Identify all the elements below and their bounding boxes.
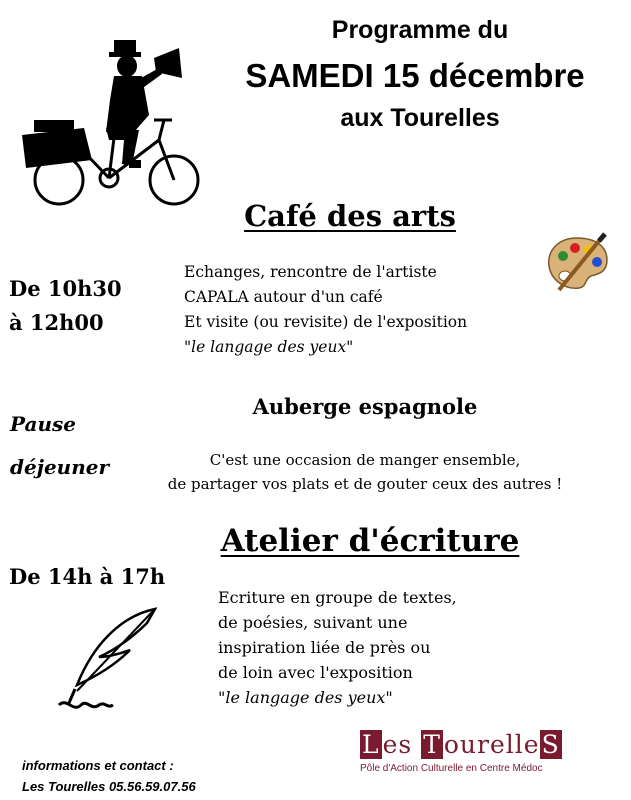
atelier-desc-line: inspiration liée de près ou	[218, 638, 431, 657]
quill-pen-icon	[55, 605, 165, 720]
cafe-desc-line: Et visite (ou revisite) de l'exposition	[184, 313, 468, 331]
auberge-desc-line: de partager vos plats et de gouter ceux des autres !	[167, 475, 563, 493]
logo-text: es	[382, 730, 422, 759]
program-title: Programme du	[331, 16, 509, 44]
dejeuner-label: déjeuner	[10, 455, 110, 479]
logo-text: ourelle	[443, 730, 540, 759]
atelier-time: De 14h à 17h	[9, 564, 166, 589]
cafe-desc-line: Echanges, rencontre de l'artiste	[184, 263, 437, 281]
contact-heading: informations et contact :	[22, 758, 174, 773]
contact-phone: Les Tourelles 05.56.59.07.56	[22, 779, 196, 794]
atelier-desc-line: Ecriture en groupe de textes,	[218, 588, 457, 607]
program-date: SAMEDI 15 décembre	[245, 57, 585, 94]
atelier-description	[218, 585, 538, 710]
auberge-section-title: Auberge espagnole	[252, 394, 478, 419]
cafe-section-title: Café des arts	[244, 199, 456, 233]
atelier-exhibition-quote: "le langage des yeux"	[218, 688, 393, 707]
program-venue: aux Tourelles	[340, 104, 500, 132]
atelier-desc-line: de loin avec l'exposition	[218, 663, 413, 682]
logo-letter: L	[362, 730, 380, 759]
logo-subtitle: Pôle d'Action Culturelle en Centre Médoc	[360, 763, 543, 774]
cyclist-with-megaphone-icon	[14, 40, 204, 212]
atelier-desc-line: de poésies, suivant une	[218, 613, 408, 632]
cafe-desc-line: CAPALA autour d'un café	[184, 288, 383, 306]
les-tourelles-logo	[360, 730, 580, 774]
cafe-time	[9, 272, 122, 340]
auberge-description	[135, 448, 595, 496]
cafe-time-end: à 12h00	[9, 310, 104, 335]
logo-letter: T	[423, 730, 441, 759]
cafe-time-start: De 10h30	[9, 276, 122, 301]
atelier-section-title: Atelier d'écriture	[220, 523, 520, 559]
cafe-exhibition-quote: "le langage des yeux"	[184, 338, 354, 356]
logo-letter: S	[541, 730, 560, 759]
contact-info	[22, 755, 196, 797]
cafe-description	[184, 260, 564, 360]
pause-label: Pause	[10, 412, 76, 436]
logo-name	[360, 730, 580, 759]
auberge-desc-line: C'est une occasion de manger ensemble,	[209, 451, 521, 469]
